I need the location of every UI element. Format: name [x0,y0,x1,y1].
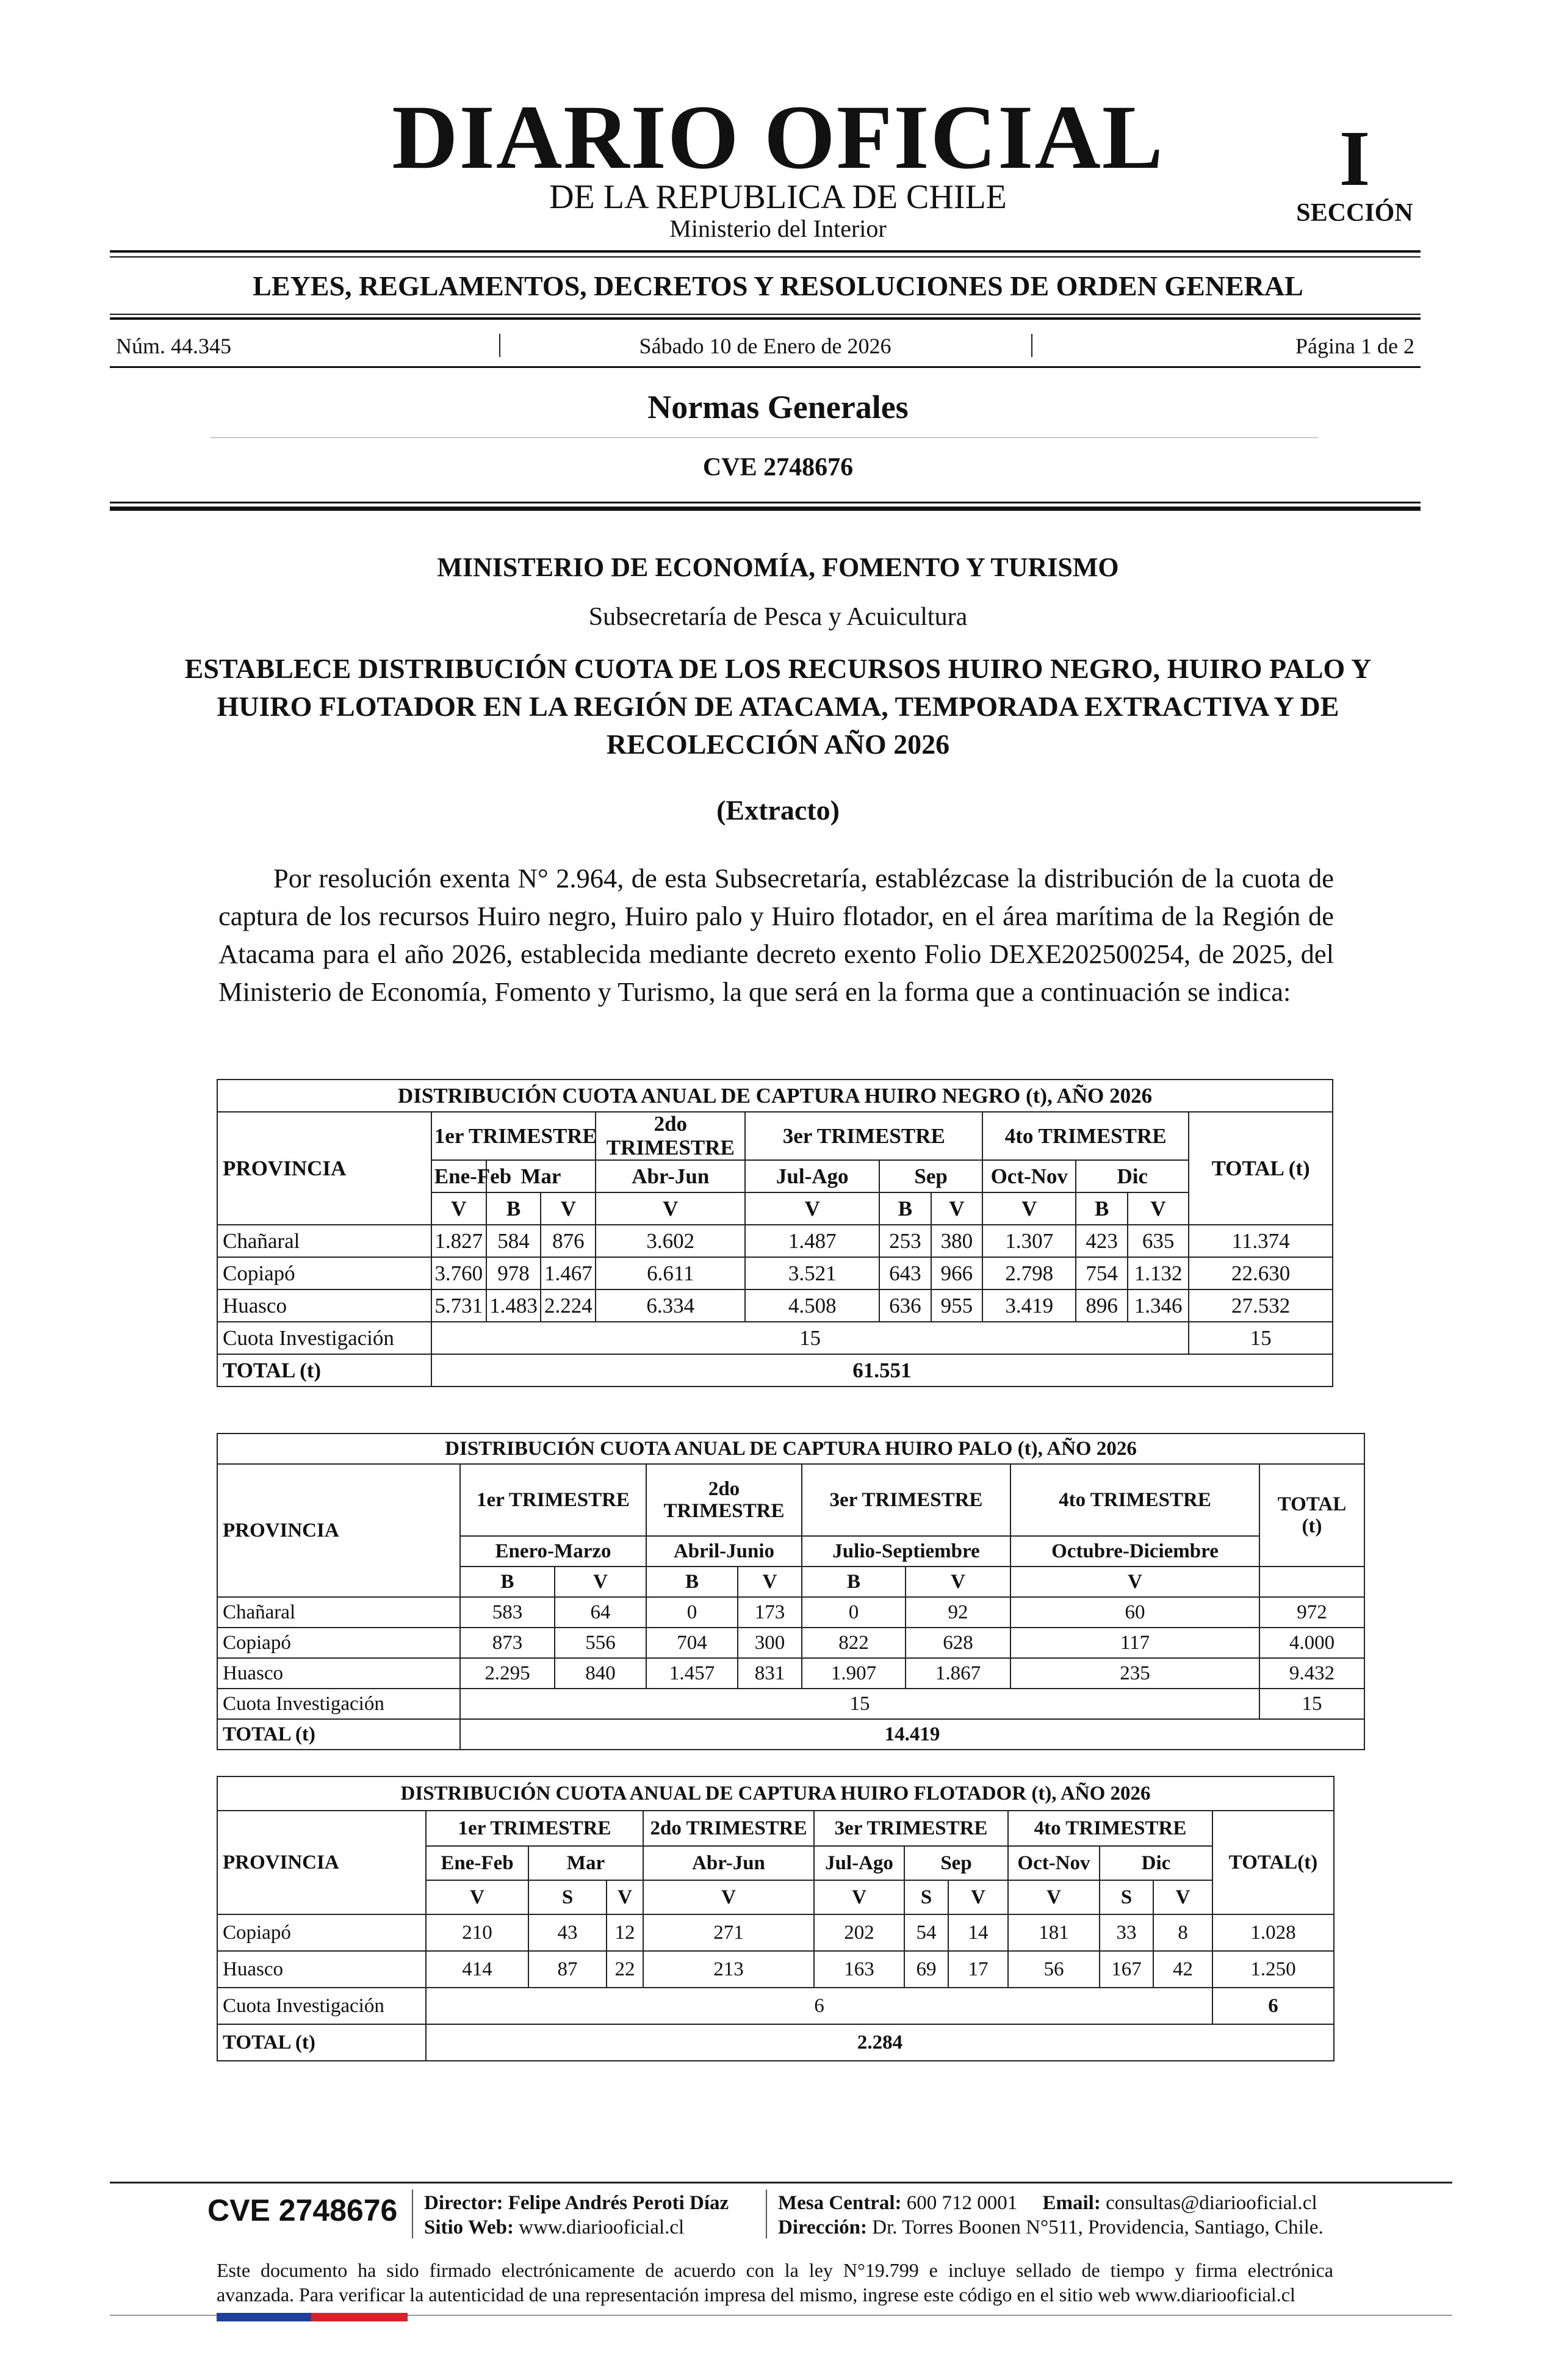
cell: 300 [738,1628,802,1658]
period-header: Mar [528,1846,643,1880]
table-row [217,1914,1334,1951]
cell: 60 [1010,1597,1259,1628]
section-title: Normas Generales [647,389,909,425]
footer-director-block [424,2191,729,2240]
footer-signature-note: Este documento ha sido firmado electrónicamente de acuerdo con la ley N°19.799 e incluye sellado de tiempo y firma electrónica [217,2259,1333,2281]
director-name: Felipe Andrés Peroti Díaz [508,2192,729,2214]
row-total: 11.374 [1189,1225,1333,1257]
footer-cve-code: CVE 2748676 [207,2193,398,2227]
footer-separator [766,2190,767,2238]
footer-rule [110,2182,1452,2183]
footer-verification-note: avanzada. Para verificar la autenticidad de una representación impresa del mismo, ingrese este código en el sitio web www.diariooficial.cl [217,2284,1295,2306]
grand-total: 2.284 [426,2024,1334,2061]
table-title: DISTRIBUCIÓN CUOTA ANUAL DE CAPTURA HUIRO NEGRO (t), AÑO 2026 [217,1080,1333,1112]
period-header: Octubre-Diciembre [1010,1536,1259,1567]
subcol-header: S [528,1880,607,1914]
subcol-header: V [596,1192,745,1225]
province-name: Copiapó [217,1257,431,1289]
subcol-header: B [646,1567,738,1597]
empty-cell [1259,1567,1364,1597]
cell: 235 [1010,1658,1259,1689]
cell: 1.467 [541,1257,596,1289]
province-name: Copiapó [217,1914,426,1951]
cell: 3.602 [596,1225,745,1257]
cell: 22 [607,1951,643,1988]
masthead-ministry: Ministerio del Interior [669,215,887,242]
ministry-heading: MINISTERIO DE ECONOMÍA, FOMENTO Y TURISMO [437,552,1119,582]
period-header: Sep [904,1846,1008,1880]
province-name: Chañaral [217,1225,431,1257]
cell: 3.760 [431,1257,486,1289]
research-total: 15 [1259,1689,1364,1719]
address-text: Dr. Torres Boonen N°511, Providencia, Santiago, Chile. [872,2216,1324,2238]
cell: 380 [931,1225,983,1257]
subcol-header: V [541,1192,596,1225]
subcol-header: B [486,1192,541,1225]
email-label: Email: [1042,2192,1101,2214]
table-row [217,1951,1334,1988]
total-label: TOTAL (t) [217,1354,431,1387]
research-value: 15 [460,1689,1259,1719]
subcol-header: S [904,1880,948,1914]
research-row [217,1988,1334,2024]
cell: 0 [646,1597,738,1628]
period-header: Abr-Jun [643,1846,814,1880]
extract-label: (Extracto) [716,795,840,826]
subcol-header: V [426,1880,528,1914]
section-number: I [1339,115,1371,203]
cell: 1.307 [982,1225,1076,1257]
research-label: Cuota Investigación [217,1988,426,2024]
period-header: Ene-Feb [426,1846,528,1880]
cell: 1.132 [1128,1257,1189,1289]
cell: 8 [1153,1914,1212,1951]
cell: 3.419 [982,1289,1076,1322]
quarter-header: 1er TRIMESTRE [460,1464,646,1536]
banner-rule [110,317,1421,320]
subcol-header: S [1100,1880,1153,1914]
quarter-header: 4to TRIMESTRE [1010,1464,1259,1536]
row-total: 9.432 [1259,1658,1364,1689]
period-header: Dic [1076,1160,1189,1192]
cell: 202 [814,1914,904,1951]
cell: 636 [879,1289,931,1322]
cell: 43 [528,1914,607,1951]
subcol-header: V [931,1192,983,1225]
province-header: PROVINCIA [217,1464,460,1597]
quarter-header: 3er TRIMESTRE [814,1811,1008,1846]
masthead-subtitle: DE LA REPUBLICA DE CHILE [549,178,1007,216]
subcol-header: V [906,1567,1010,1597]
subcol-header: V [607,1880,643,1914]
phone-label: Mesa Central: [778,2192,902,2214]
cell: 583 [460,1597,555,1628]
table-row [217,1628,1364,1658]
page-number: Página 1 de 2 [1295,334,1414,358]
cell: 14 [948,1914,1008,1951]
research-value: 15 [431,1322,1189,1354]
subcol-header: B [802,1567,906,1597]
total-header: TOTAL(t) [1212,1811,1334,1914]
subcol-header: V [738,1567,802,1597]
cell: 181 [1008,1914,1100,1951]
cell: 2.798 [982,1257,1076,1289]
cell: 896 [1076,1289,1128,1322]
subcol-header: V [1010,1567,1259,1597]
cell: 584 [486,1225,541,1257]
cell: 117 [1010,1628,1259,1658]
email-link[interactable]: consultas@diariooficial.cl [1106,2192,1317,2214]
header-rule-thick [110,507,1421,511]
address-label: Dirección: [778,2216,868,2238]
cell: 33 [1100,1914,1153,1951]
period-header: Ene-Feb [431,1160,486,1192]
table-row [217,1597,1364,1628]
flag-stripe-red [311,2313,408,2321]
phone-number: 600 712 0001 [906,2192,1018,2214]
quarter-header: 1er TRIMESTRE [431,1112,596,1160]
period-header: Sep [879,1160,982,1192]
cell: 2.295 [460,1658,555,1689]
table-row [217,1658,1364,1689]
quarter-header: 3er TRIMESTRE [802,1464,1010,1536]
cell: 3.521 [745,1257,879,1289]
cell: 4.508 [745,1289,879,1322]
research-label: Cuota Investigación [217,1322,431,1354]
province-name: Copiapó [217,1628,460,1658]
province-name: Huasco [217,1658,460,1689]
cell: 210 [426,1914,528,1951]
period-header: Julio-Septiembre [802,1536,1010,1567]
province-header: PROVINCIA [217,1112,431,1225]
issue-date: Sábado 10 de Enero de 2026 [639,334,891,358]
grand-total: 61.551 [431,1354,1333,1387]
cell: 42 [1153,1951,1212,1988]
cell: 173 [738,1597,802,1628]
header-rule-thin [110,502,1421,503]
cell: 978 [486,1257,541,1289]
cell: 966 [931,1257,983,1289]
masthead-rule-top [110,250,1421,253]
cell: 1.827 [431,1225,486,1257]
cell: 5.731 [431,1289,486,1322]
row-total: 1.028 [1212,1914,1334,1951]
site-label: Sitio Web: [424,2216,514,2238]
cell: 831 [738,1658,802,1689]
table-row [217,1225,1333,1257]
cell: 2.224 [541,1289,596,1322]
site-link[interactable]: www.diariooficial.cl [519,2216,685,2238]
cell: 955 [931,1289,983,1322]
info-rule [110,366,1421,368]
info-separator [1031,334,1032,357]
cell: 643 [879,1257,931,1289]
period-header: Oct-Nov [1008,1846,1100,1880]
research-label: Cuota Investigación [217,1689,460,1719]
subcol-header: B [460,1567,555,1597]
total-header [1259,1464,1364,1567]
cell: 163 [814,1951,904,1988]
cell: 414 [426,1951,528,1988]
table-title: DISTRIBUCIÓN CUOTA ANUAL DE CAPTURA HUIRO FLOTADOR (t), AÑO 2026 [217,1776,1334,1811]
subcol-header: V [948,1880,1008,1914]
issue-info-row [110,334,1421,358]
province-name: Huasco [217,1289,431,1322]
cell: 423 [1076,1225,1128,1257]
cell: 64 [555,1597,646,1628]
table-title: DISTRIBUCIÓN CUOTA ANUAL DE CAPTURA HUIRO PALO (t), AÑO 2026 [217,1433,1364,1464]
table-huiro-flotador [217,1776,1334,2061]
cell: 253 [879,1225,931,1257]
cell: 167 [1100,1951,1153,1988]
quarter-header: 2do TRIMESTRE [646,1464,802,1536]
table-row [217,1257,1333,1289]
period-header: Abril-Junio [646,1536,802,1567]
province-header: PROVINCIA [217,1811,426,1914]
director-label: Director: [424,2192,503,2214]
research-total: 6 [1212,1988,1334,2024]
footer-separator [412,2190,413,2238]
subcol-header: B [1076,1192,1128,1225]
row-total: 972 [1259,1597,1364,1628]
row-total: 22.630 [1189,1257,1333,1289]
body-paragraph: Por resolución exenta N° 2.964, de esta Subsecretaría, establézcase la distribución de la cuota de captura de los recursos Huiro negro, Huiro palo y Huiro flotador, en el área marítima de la Región de Atacama para el año 2026, establecida mediante decreto exento Folio DEXE202500254, de 2025, del Ministerio de Economía, Fomento y Turismo, la que será en la forma que a continuación se indica: [218,863,1334,1007]
cell: 1.487 [745,1225,879,1257]
row-total: 1.250 [1212,1951,1334,1988]
cell: 876 [541,1225,596,1257]
cell: 17 [948,1951,1008,1988]
period-header: Abr-Jun [596,1160,745,1192]
period-header: Mar [486,1160,596,1192]
subcol-header: V [643,1880,814,1914]
row-total: 4.000 [1259,1628,1364,1658]
cell: 271 [643,1914,814,1951]
cell: 0 [802,1597,906,1628]
cell: 754 [1076,1257,1128,1289]
document-title: ESTABLECE DISTRIBUCIÓN CUOTA DE LOS RECURSOS HUIRO NEGRO, HUIRO PALO Y HUIRO FLOTADOR EN LA REGIÓN DE ATACAMA, TEMPORADA EXTRACTIVA Y DE RECOLECCIÓN AÑO 2026 [184,653,1372,760]
cell: 1.867 [906,1658,1010,1689]
cell: 1.346 [1128,1289,1189,1322]
cell: 92 [906,1597,1010,1628]
quarter-header: 2do TRIMESTRE [596,1112,745,1160]
period-header: Dic [1100,1846,1212,1880]
masthead-rule-top-thin [110,256,1421,258]
total-row [217,2024,1334,2061]
subcol-header: V [555,1567,646,1597]
cell: 6.611 [596,1257,745,1289]
research-row [217,1689,1364,1719]
quarter-header: 4to TRIMESTRE [1008,1811,1212,1846]
period-header: Jul-Ago [745,1160,879,1192]
banner-rule-thin [110,314,1421,315]
row-total: 27.532 [1189,1289,1333,1322]
subcol-header: V [814,1880,904,1914]
section-title-rule [211,437,1318,438]
cell: 56 [1008,1951,1100,1988]
cell: 6.334 [596,1289,745,1322]
cell: 1.483 [486,1289,541,1322]
footer-contact-block [778,2191,1324,2240]
total-header: TOTAL (t) [1189,1112,1333,1225]
subsecretary-heading: Subsecretaría de Pesca y Acuicultura [588,603,968,631]
cell: 873 [460,1628,555,1658]
section-banner: LEYES, REGLAMENTOS, DECRETOS Y RESOLUCIONES DE ORDEN GENERAL [253,270,1303,301]
masthead-title: DIARIO OFICIAL [392,87,1164,188]
cell: 628 [906,1628,1010,1658]
subcol-header: V [1008,1880,1100,1914]
cell: 822 [802,1628,906,1658]
cell: 69 [904,1951,948,1988]
cell: 54 [904,1914,948,1951]
subcol-header: V [982,1192,1076,1225]
province-name: Chañaral [217,1597,460,1628]
cell: 213 [643,1951,814,1988]
info-separator [499,334,500,357]
quarter-header: 4to TRIMESTRE [982,1112,1189,1160]
total-header-line: TOTAL [1277,1493,1347,1515]
cell: 635 [1128,1225,1189,1257]
quarter-header: 3er TRIMESTRE [745,1112,982,1160]
period-header: Enero-Marzo [460,1536,646,1567]
cell: 840 [555,1658,646,1689]
cell: 1.907 [802,1658,906,1689]
period-header: Jul-Ago [814,1846,904,1880]
quarter-header: 1er TRIMESTRE [426,1811,643,1846]
subcol-header: V [1153,1880,1212,1914]
table-huiro-palo [217,1433,1365,1750]
quarter-header: 2do TRIMESTRE [643,1811,814,1846]
province-name: Huasco [217,1951,426,1988]
cell: 556 [555,1628,646,1658]
total-row [217,1354,1333,1387]
research-row [217,1322,1333,1354]
cell: 87 [528,1951,607,1988]
table-row [217,1289,1333,1322]
cell: 704 [646,1628,738,1658]
subcol-header: V [431,1192,486,1225]
cve-header: CVE 2748676 [702,453,854,481]
total-label: TOTAL (t) [217,2024,426,2061]
cell: 12 [607,1914,643,1951]
section-label: SECCIÓN [1296,199,1413,227]
subcol-header: V [1128,1192,1189,1225]
grand-total: 14.419 [460,1719,1364,1750]
flag-stripe-blue [217,2313,311,2321]
research-value: 6 [426,1988,1212,2024]
total-row [217,1719,1364,1750]
total-label: TOTAL (t) [217,1719,460,1750]
subcol-header: B [879,1192,931,1225]
cell: 1.457 [646,1658,738,1689]
issue-number: Núm. 44.345 [116,334,231,358]
subcol-header: V [745,1192,879,1225]
total-header-line: (t) [1302,1515,1322,1537]
table-huiro-negro [217,1079,1333,1387]
period-header: Oct-Nov [982,1160,1076,1192]
research-total: 15 [1189,1322,1333,1354]
